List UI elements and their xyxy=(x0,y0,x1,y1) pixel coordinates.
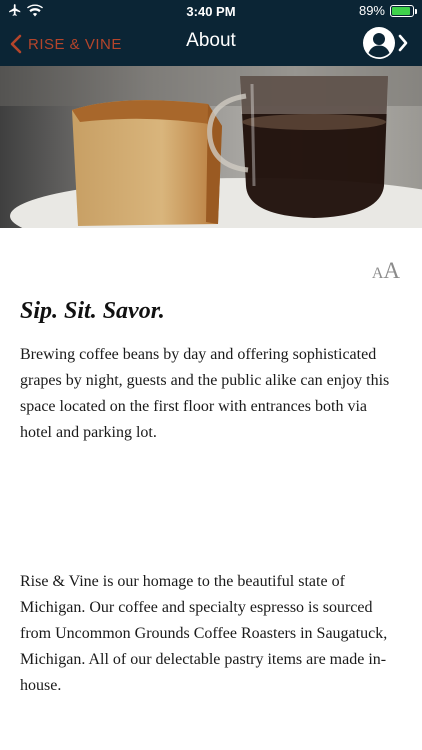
pound-cake-slice-icon xyxy=(72,100,222,226)
sourcing-paragraph: Rise & Vine is our homage to the beautiful state of Michigan. Our coffee and specialty espresso is sourced from Uncommon Grounds Coffee Roasters in Saugatuck, Michigan. All of our delectable pastry items are made in-house. xyxy=(20,573,388,694)
headline: Sip. Sit. Savor. xyxy=(20,298,165,324)
hero-photo xyxy=(0,66,422,228)
nav-bar xyxy=(0,22,422,66)
intro-paragraph: Brewing coffee beans by day and offering sophisticated grapes by night, guests and the public alike can enjoy this space located on the first floor with entrances both via hotel and parking lot. xyxy=(20,346,390,441)
chevron-right-icon xyxy=(398,34,408,52)
font-size-large-glyph: A xyxy=(383,258,400,283)
battery-percent: 89% xyxy=(358,3,385,18)
back-button-label: RISE & VINE xyxy=(28,35,122,53)
about-content xyxy=(0,228,422,750)
font-size-button[interactable] xyxy=(372,258,400,284)
account-button[interactable] xyxy=(362,26,408,60)
battery-level-fill xyxy=(392,7,410,15)
font-size-small-glyph: A xyxy=(371,265,384,282)
account-circle-icon xyxy=(362,26,396,60)
status-bar xyxy=(0,0,422,22)
status-time: 3:40 PM xyxy=(186,4,236,19)
top-bar xyxy=(0,0,422,66)
battery-icon xyxy=(390,5,414,17)
battery-tip xyxy=(415,9,417,14)
hero-image xyxy=(0,66,422,228)
page-title: About xyxy=(186,30,236,51)
status-right xyxy=(359,3,414,18)
